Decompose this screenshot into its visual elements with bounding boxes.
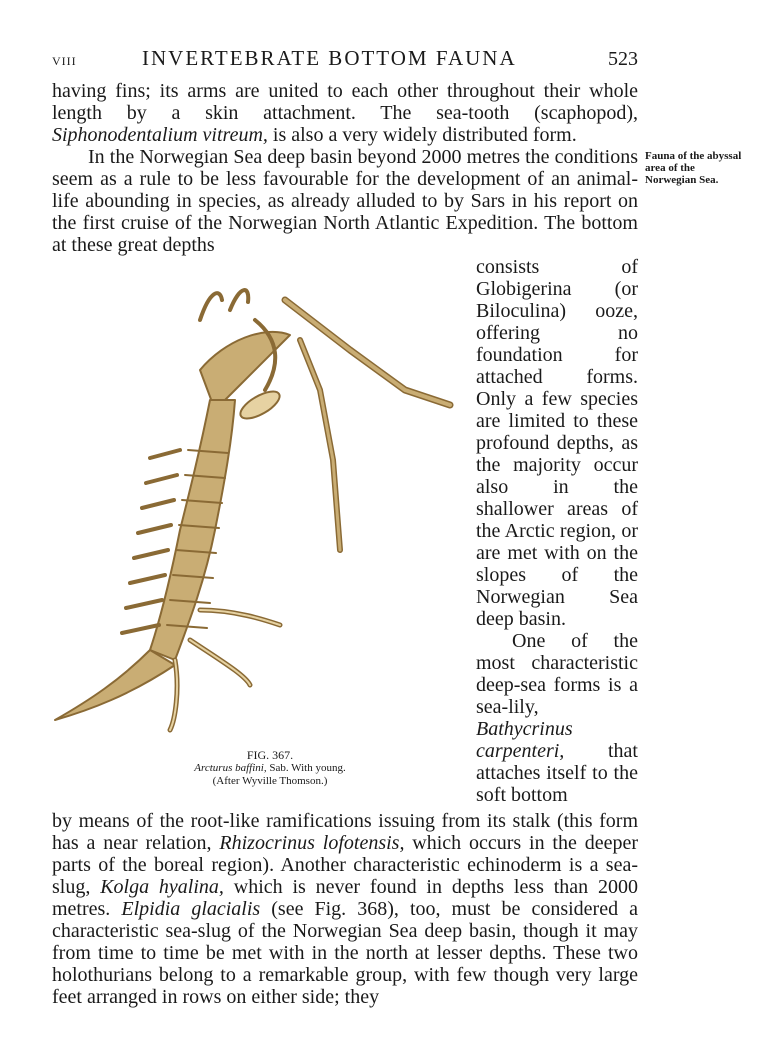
antenna-left [300,340,340,550]
paragraph-1: having fins; its arms are united to each other throughout their whole length by a skin attachment. The sea-tooth (scaphopod), Siphonodentalium vitreum, is also a very widely distributed form. [52,80,638,146]
top-text-block [52,80,638,256]
thoracic-leg [134,550,168,558]
tail [55,650,175,720]
figure-caption [120,748,420,788]
paragraph-3-continued: by means of the root-like ramifications issuing from its stalk (this form has a near relation, Rhizocrinus lofotensis, which occurs in the deeper parts of the boreal region). Another characteristic echinoderm is a sea-slug, Kolga hyalina, which is never found in depths less than 2000 metres. Elpidia glacialis (see Fig. 368), too, must be considered a characteristic sea-slug of the Norwegian Sea deep basin, though it may from time to time be met with in the north at lesser depths. These two holothurians belong to a remarkable group, with few though very large feet arranged in rows on either side; they [52,810,639,1008]
figure-source: (After Wyville Thomson.) [212,775,328,787]
thoracic-leg [130,575,165,583]
paragraph-2-continued: consists of Globigerina (or Biloculina) ooze, offering no foundation for attached forms. Only a few species are limited to these profound depths, as the majority occur also in the shallower areas of the Arctic region, or are met with on the slopes of the Norwegian Sea deep basin. [476,256,638,630]
thoracic-leg [146,475,177,483]
arcturus-illustration [50,280,460,740]
thoracic-leg [150,450,180,458]
figure-description: Arcturus baffini, Sab. With young. [194,762,346,774]
chapter-number: VIII [52,54,77,68]
species-name: Siphonodentalium vitreum, [52,124,268,146]
thoracic-leg [126,600,162,608]
juvenile [236,386,283,424]
antenna-left-fill [300,340,340,550]
running-header [52,46,638,72]
page-title: INVERTEBRATE BOTTOM FAUNA [142,46,517,70]
antenna-right [285,300,450,405]
thoracic-leg [122,625,159,633]
page-number: 523 [608,48,638,70]
thoracic-leg [142,500,174,508]
figure-label: FIG. 367. [246,748,294,762]
species-name: Kolga hyalina, [100,876,224,898]
paragraph-3-start: One of the most characteristic deep-sea forms is a sea-lily, Bathycrinus carpenteri, that attaches itself to the soft bottom [476,630,638,806]
species-name: Rhizocrinus lofotensis, [219,832,405,854]
species-name: Bathycrinus carpenteri, [476,718,573,762]
thorax [150,400,235,660]
figure-arcturus [50,280,460,740]
bottom-text-block [52,810,638,1008]
side-note: Fauna of the abyssal area of the Norwegian Sea. [645,150,742,186]
paragraph-2: In the Norwegian Sea deep basin beyond 2000 metres the conditions seem as a rule to be less favourable for the development of an animal-life abounding in species, as already alluded to by Sars in his report on the first cruise of the Norwegian North Atlantic Expedition. The bottom at these great depths [52,146,638,256]
species-name: Arcturus baffini, [194,762,267,774]
right-text-column [476,256,638,806]
thoracic-leg [138,525,171,533]
species-name: Elpidia glacialis [121,898,261,920]
